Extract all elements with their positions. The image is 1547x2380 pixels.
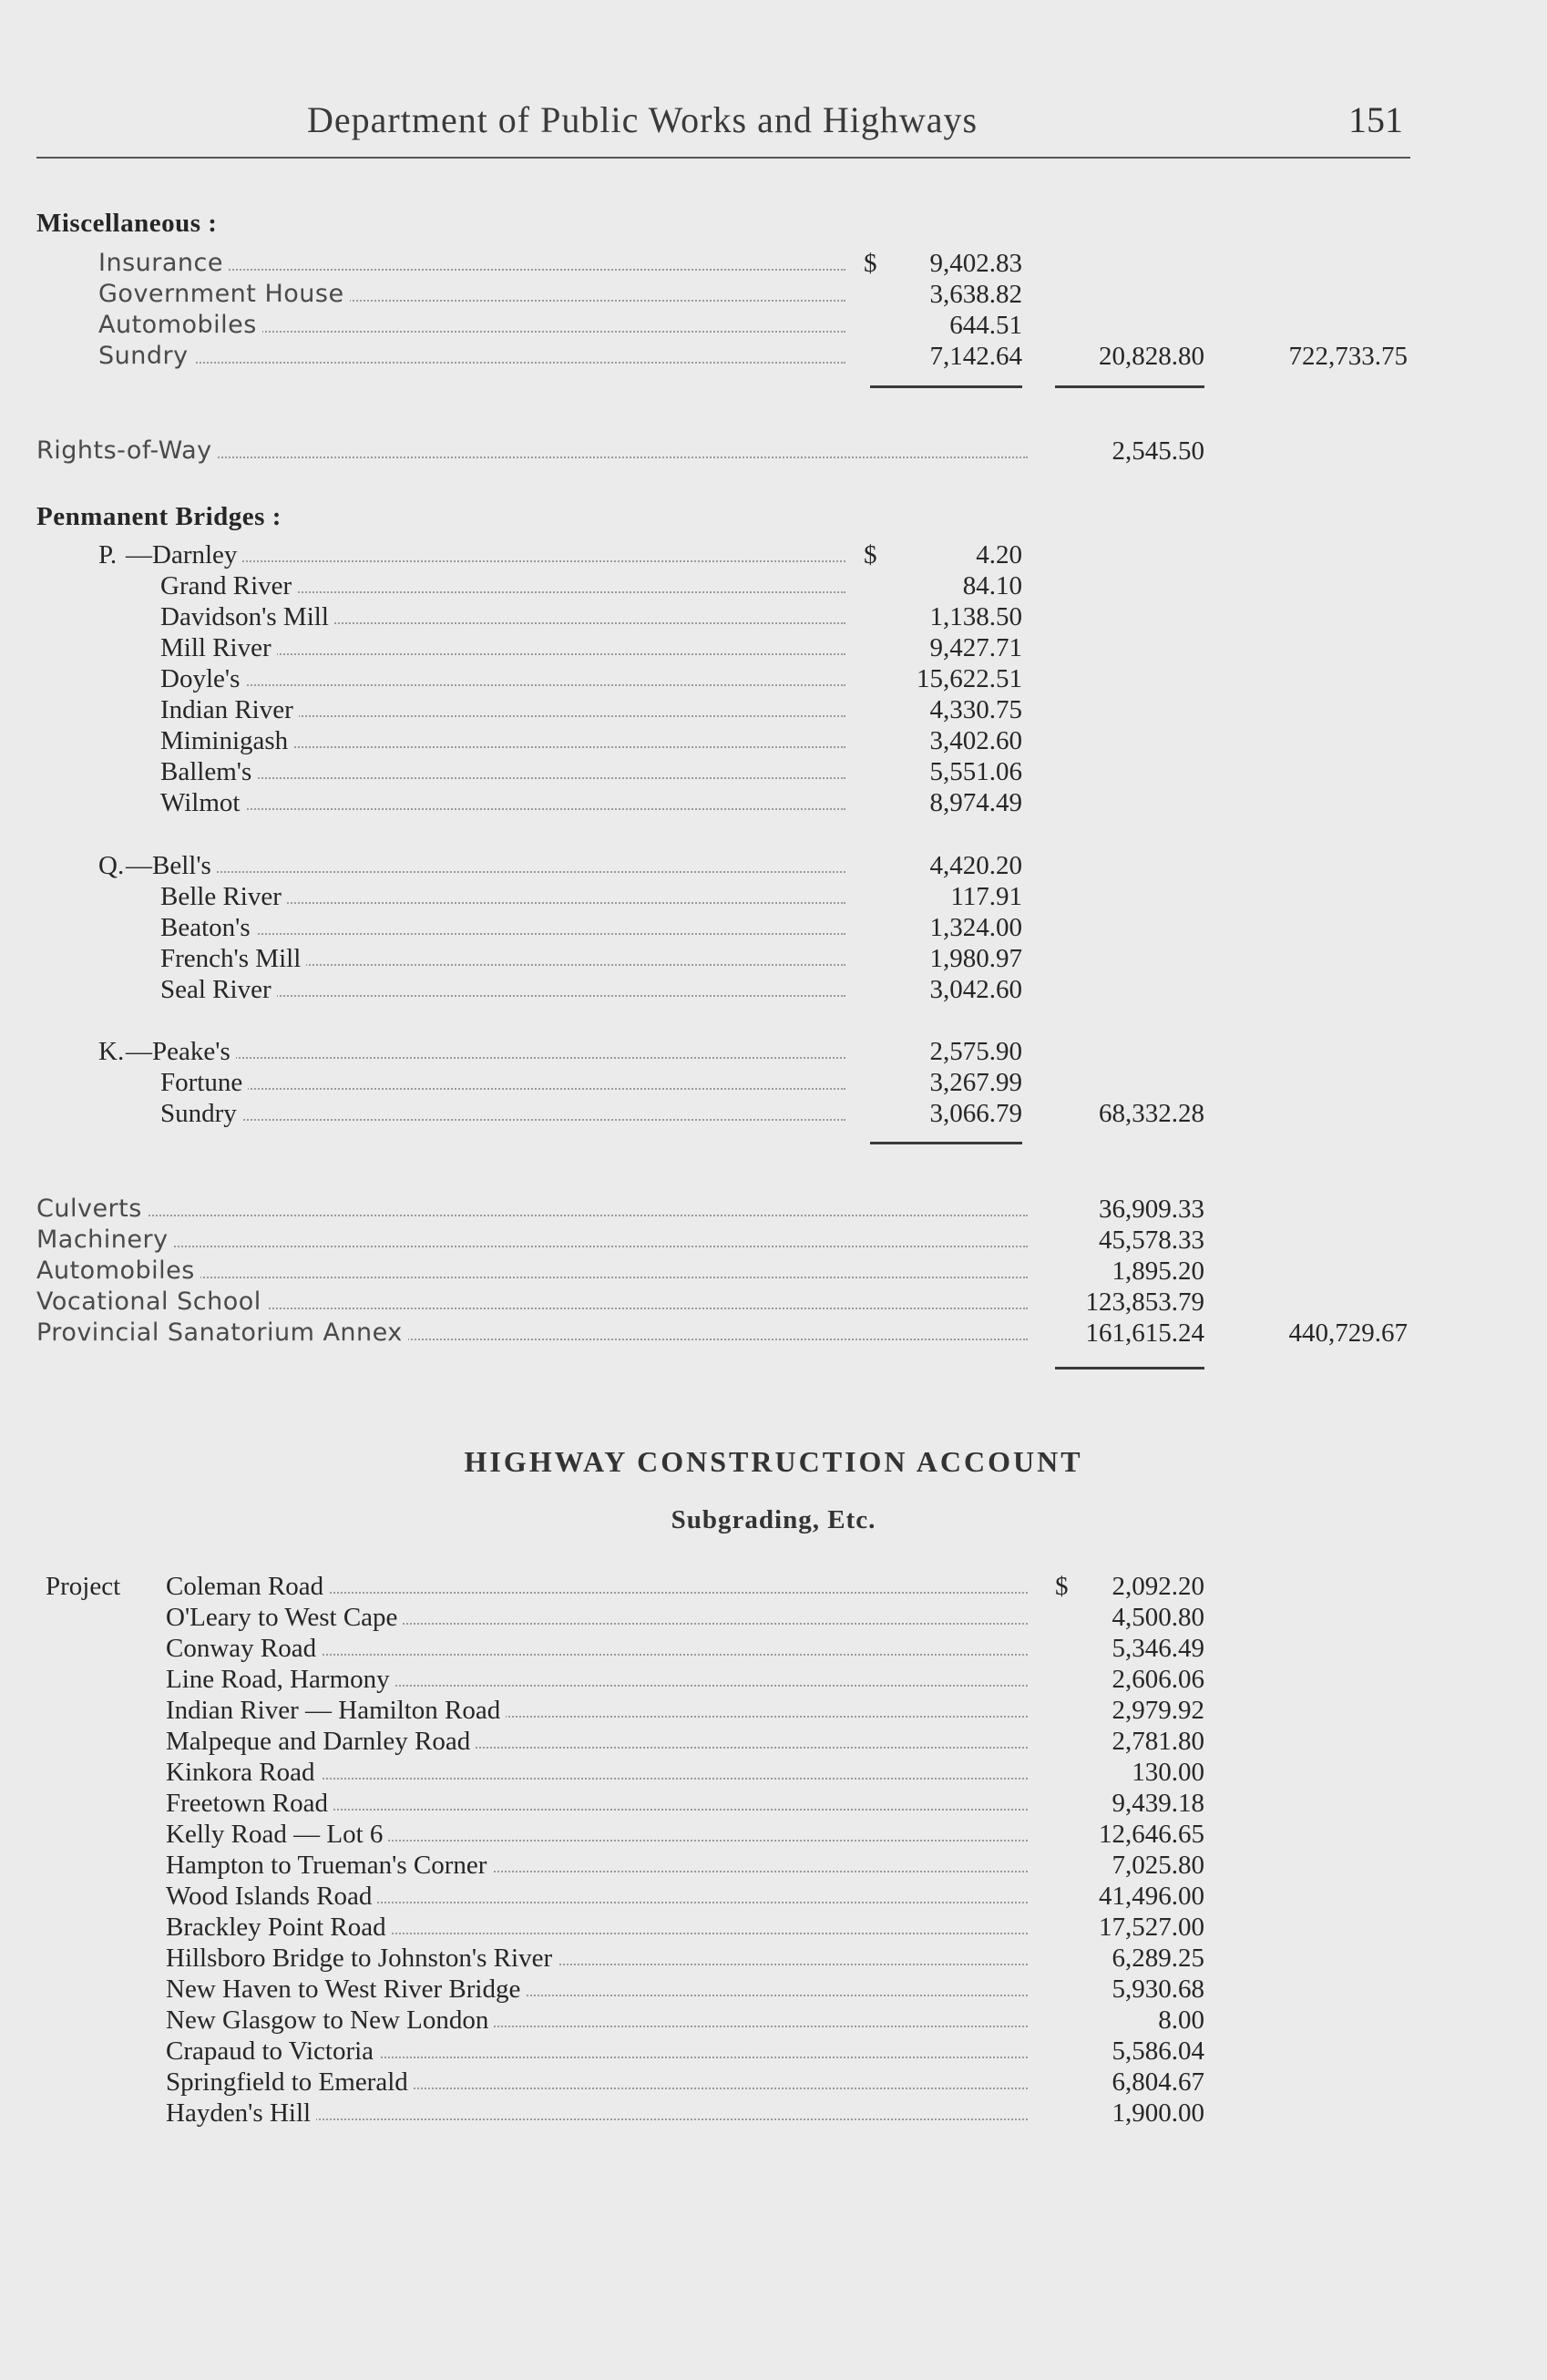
misc-row bbox=[0, 279, 1547, 310]
item-label: New Glasgow to New London bbox=[166, 2005, 494, 2036]
misc-sum-rule bbox=[870, 385, 1022, 388]
project-row bbox=[0, 2067, 1547, 2098]
item-label: Kinkora Road bbox=[166, 1757, 321, 1788]
project-row bbox=[0, 1602, 1547, 1633]
bridge-group-prefix: P. bbox=[98, 540, 118, 569]
misc-row bbox=[0, 310, 1547, 341]
leader-dots bbox=[36, 1215, 1028, 1216]
misc-row bbox=[0, 341, 1547, 372]
project-row bbox=[0, 1571, 1547, 1602]
project-amount: 2,092.20 bbox=[1112, 1572, 1204, 1601]
item-label: Springfield to Emerald bbox=[166, 2067, 414, 2098]
item-amount: 1,324.00 bbox=[929, 913, 1022, 942]
dollar-sign: $ bbox=[864, 249, 877, 278]
item-label: Seal River bbox=[160, 974, 277, 1005]
item-label: Doyle's bbox=[160, 663, 245, 694]
misc-heading: Miscellaneous : bbox=[36, 208, 222, 239]
project-row bbox=[0, 2098, 1547, 2129]
bridge-row bbox=[0, 974, 1547, 1005]
bridges-subtotal: 68,332.28 bbox=[1099, 1099, 1204, 1128]
item-amount: 45,578.33 bbox=[1099, 1226, 1204, 1255]
bridge-row bbox=[0, 1098, 1547, 1129]
bridge-row bbox=[0, 787, 1547, 818]
bridge-row bbox=[0, 725, 1547, 756]
project-amount: 6,289.25 bbox=[1112, 1944, 1204, 1973]
item-amount: 7,142.64 bbox=[929, 342, 1022, 371]
item-amount: 3,402.60 bbox=[929, 726, 1022, 755]
bridge-group-prefix: Project bbox=[46, 1572, 121, 1601]
bridge-row bbox=[0, 850, 1547, 881]
project-amount: 17,527.00 bbox=[1099, 1913, 1204, 1942]
project-amount: 5,586.04 bbox=[1112, 2036, 1204, 2066]
item-amount: 3,066.79 bbox=[929, 1099, 1022, 1128]
item-amount: 15,622.51 bbox=[917, 664, 1022, 693]
item-label: Automobiles bbox=[98, 310, 262, 341]
item-label: Rights-of-Way bbox=[36, 436, 218, 467]
item-amount: 3,042.60 bbox=[929, 975, 1022, 1004]
bridge-row bbox=[0, 756, 1547, 787]
rights-of-way-row bbox=[0, 436, 1547, 467]
item-label: Hayden's Hill bbox=[166, 2098, 316, 2129]
project-row bbox=[0, 1943, 1547, 1974]
item-label: Hampton to Trueman's Corner bbox=[166, 1850, 492, 1881]
project-amount: 9,439.18 bbox=[1112, 1789, 1204, 1818]
item-label: Coleman Road bbox=[166, 1571, 329, 1602]
bridge-row bbox=[0, 663, 1547, 694]
item-label: —Bell's bbox=[126, 850, 217, 881]
bridge-row bbox=[0, 881, 1547, 912]
leader-dots bbox=[160, 777, 845, 779]
page-number: 151 bbox=[1348, 99, 1403, 140]
item-label: Fortune bbox=[160, 1067, 248, 1098]
project-amount: 4,500.80 bbox=[1112, 1603, 1204, 1632]
project-amount: 12,646.65 bbox=[1099, 1820, 1204, 1849]
project-amount: 7,025.80 bbox=[1112, 1851, 1204, 1880]
other-row bbox=[0, 1318, 1547, 1349]
item-label: Automobiles bbox=[36, 1256, 200, 1287]
project-row bbox=[0, 1757, 1547, 1788]
item-label: Wilmot bbox=[160, 787, 245, 818]
other-sum-rule bbox=[1055, 1367, 1204, 1370]
project-amount: 5,930.68 bbox=[1112, 1975, 1204, 2004]
item-amount: 5,551.06 bbox=[929, 757, 1022, 786]
project-row bbox=[0, 1974, 1547, 2005]
item-label: Insurance bbox=[98, 248, 229, 279]
item-amount: 644.51 bbox=[949, 311, 1022, 340]
other-row bbox=[0, 1287, 1547, 1318]
item-amount: 117.91 bbox=[950, 882, 1022, 911]
bridge-row bbox=[0, 570, 1547, 601]
item-label: Sundry bbox=[98, 341, 194, 372]
item-label: Provincial Sanatorium Annex bbox=[36, 1318, 408, 1349]
item-amount: 1,895.20 bbox=[1112, 1257, 1204, 1286]
item-label: Ballem's bbox=[160, 756, 257, 787]
leader-dots bbox=[160, 808, 845, 810]
item-label: Brackley Point Road bbox=[166, 1912, 392, 1943]
section-title: HIGHWAY CONSTRUCTION ACCOUNT bbox=[464, 1445, 1083, 1478]
item-label: Grand River bbox=[160, 570, 297, 601]
bridge-row bbox=[0, 694, 1547, 725]
item-label: Hillsboro Bridge to Johnston's River bbox=[166, 1943, 558, 1974]
item-amount: 3,267.99 bbox=[929, 1068, 1022, 1097]
misc-row bbox=[0, 248, 1547, 279]
project-row bbox=[0, 1912, 1547, 1943]
project-amount: 8.00 bbox=[1158, 2006, 1204, 2035]
misc-subtotal-rule bbox=[1055, 385, 1204, 388]
project-row bbox=[0, 1664, 1547, 1695]
misc-subtotal: 20,828.80 bbox=[1099, 342, 1204, 371]
item-amount: 8,974.49 bbox=[929, 788, 1022, 817]
bridge-row bbox=[0, 943, 1547, 974]
item-amount: 4,420.20 bbox=[929, 851, 1022, 880]
header-rule bbox=[36, 157, 1410, 159]
item-label: Machinery bbox=[36, 1225, 174, 1256]
item-label: Davidson's Mill bbox=[160, 601, 334, 632]
item-amount: 9,402.83 bbox=[929, 249, 1022, 278]
bridge-group-prefix: Q. bbox=[98, 851, 125, 880]
project-amount: 2,781.80 bbox=[1112, 1727, 1204, 1756]
item-label: O'Leary to West Cape bbox=[166, 1602, 403, 1633]
bridge-group-prefix: K. bbox=[98, 1037, 125, 1066]
leader-dots bbox=[126, 871, 845, 873]
item-amount: 1,980.97 bbox=[929, 944, 1022, 973]
project-row bbox=[0, 1788, 1547, 1819]
misc-grand-total: 722,733.75 bbox=[1288, 342, 1408, 371]
project-amount: 2,606.06 bbox=[1112, 1665, 1204, 1694]
item-label: Conway Road bbox=[166, 1633, 322, 1664]
dollar-sign: $ bbox=[864, 540, 877, 569]
item-amount: 84.10 bbox=[962, 571, 1022, 600]
item-amount: 4,330.75 bbox=[929, 695, 1022, 724]
project-row bbox=[0, 1633, 1547, 1664]
running-title: Department of Public Works and Highways bbox=[307, 99, 978, 140]
section-subtitle: Subgrading, Etc. bbox=[671, 1505, 876, 1534]
item-label: Government House bbox=[98, 279, 350, 310]
project-row bbox=[0, 1726, 1547, 1757]
section-heading-row bbox=[0, 208, 1547, 239]
other-row bbox=[0, 1225, 1547, 1256]
project-amount: 5,346.49 bbox=[1112, 1634, 1204, 1663]
page-header bbox=[36, 98, 1412, 153]
bridge-row bbox=[0, 912, 1547, 943]
project-amount: 1,900.00 bbox=[1112, 2098, 1204, 2128]
item-amount: 9,427.71 bbox=[929, 633, 1022, 662]
bridge-row bbox=[0, 632, 1547, 663]
bridge-row bbox=[0, 1036, 1547, 1067]
bridges-sum-rule bbox=[870, 1142, 1022, 1144]
project-row bbox=[0, 1819, 1547, 1850]
item-label: Vocational School bbox=[36, 1287, 267, 1318]
item-label: Line Road, Harmony bbox=[166, 1664, 395, 1695]
bridges-heading: Penmanent Bridges : bbox=[36, 501, 287, 532]
bridge-row bbox=[0, 601, 1547, 632]
item-label: Miminigash bbox=[160, 725, 293, 756]
bridge-row bbox=[0, 1067, 1547, 1098]
item-amount: 1,138.50 bbox=[929, 602, 1022, 631]
project-row bbox=[0, 1695, 1547, 1726]
item-amount: 123,853.79 bbox=[1085, 1287, 1204, 1317]
other-total: 440,729.67 bbox=[1288, 1318, 1408, 1348]
item-label: French's Mill bbox=[160, 943, 306, 974]
item-label: Malpeque and Darnley Road bbox=[166, 1726, 476, 1757]
item-label: Indian River — Hamilton Road bbox=[166, 1695, 506, 1726]
item-label: Wood Islands Road bbox=[166, 1881, 377, 1912]
project-row bbox=[0, 2005, 1547, 2036]
project-amount: 2,979.92 bbox=[1112, 1696, 1204, 1725]
item-amount: 161,615.24 bbox=[1085, 1318, 1204, 1348]
leader-dots bbox=[160, 933, 845, 935]
item-label: New Haven to West River Bridge bbox=[166, 1974, 526, 2005]
item-amount: 3,638.82 bbox=[929, 280, 1022, 309]
other-row bbox=[0, 1256, 1547, 1287]
section-heading-row bbox=[0, 501, 1547, 532]
dollar-sign: $ bbox=[1055, 1572, 1069, 1601]
other-row bbox=[0, 1194, 1547, 1225]
item-label: Belle River bbox=[160, 881, 287, 912]
item-label: Crapaud to Victoria bbox=[166, 2036, 379, 2067]
item-label: —Peake's bbox=[126, 1036, 236, 1067]
item-amount: 4.20 bbox=[976, 540, 1022, 569]
bridge-row bbox=[0, 539, 1547, 570]
project-amount: 130.00 bbox=[1132, 1758, 1204, 1787]
leader-dots bbox=[160, 684, 845, 686]
item-label: Kelly Road — Lot 6 bbox=[166, 1819, 388, 1850]
leader-dots bbox=[160, 1088, 845, 1090]
item-label: Beaton's bbox=[160, 912, 256, 943]
item-label: Sundry bbox=[160, 1098, 242, 1129]
item-label: Indian River bbox=[160, 694, 299, 725]
project-amount: 41,496.00 bbox=[1099, 1882, 1204, 1911]
project-amount: 6,804.67 bbox=[1112, 2067, 1204, 2097]
project-row bbox=[0, 2036, 1547, 2067]
leader-dots bbox=[160, 1119, 845, 1121]
item-label: Mill River bbox=[160, 632, 277, 663]
item-label: Freetown Road bbox=[166, 1788, 333, 1819]
leader-dots bbox=[36, 1246, 1028, 1247]
project-row bbox=[0, 1881, 1547, 1912]
item-label: Culverts bbox=[36, 1194, 148, 1225]
project-row bbox=[0, 1850, 1547, 1881]
rights-of-way-amount: 2,545.50 bbox=[1112, 436, 1204, 466]
item-amount: 36,909.33 bbox=[1099, 1195, 1204, 1224]
leader-dots bbox=[98, 362, 845, 364]
item-label: —Darnley bbox=[126, 539, 242, 570]
item-amount: 2,575.90 bbox=[929, 1037, 1022, 1066]
